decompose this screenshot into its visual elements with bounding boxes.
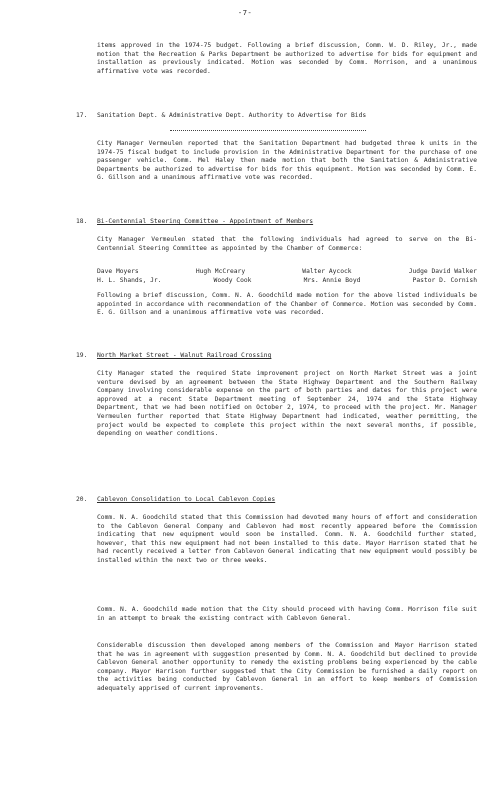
committee-member: Pastor D. Cornish <box>412 276 477 284</box>
committee-member: Dave Moyers <box>97 268 139 275</box>
committee-member: Judge David Walker <box>408 268 477 275</box>
committee-member: H. L. Shands, Jr. <box>97 276 162 284</box>
committee-member: Hugh McCreary <box>195 268 246 275</box>
item-paragraph: Comm. N. A. Goodchild stated that this Commission had devoted many hours of effort and consideration to the Cablevon General Company and Cablevon had most recently appeared before the Commission indicating that new equipment would soon be installed. Comm. N. A. Goodchild further stated, however, that this new equipment had not been installed to this date. Mayor Harrison stated that he had recently received a letter from Cablevon General indicating that new equipment would possibly be installed within the next two or three weeks. <box>97 514 477 564</box>
committee-names <box>97 268 477 285</box>
item-number: 19. <box>76 352 88 359</box>
item-paragraph: City Manager stated the required State improvement project on North Market Street was a joint venture devised by an agreement between the State Highway Department and the Southern Railway Company involving considerable expense on the part of both parties and dates for this project were approved at a recent State Department meeting of September 24, 1974 and the State Highway Department, that we had been notified on October 2, 1974, to proceed with the project. Mr. Manager Vermeulen further reported that State Highway Department had indicated, weather permitting, the project would be expected to complete this project within the next several months, if possible, depending on weather conditions. <box>97 370 477 438</box>
item-paragraph: Considerable discussion then developed among members of the Commission and Mayor Harrison stated that he was in agreement with suggestion presented by Comm. N. A. Goodchild but declined to provide Cablevon General another opportunity to remedy the existing problems being experienced by the cable company. Mayor Harrison further suggested that the City Commission be furnished a daily report on the activities being conducted by Cablevon General in an effort to keep members of Commission adequately apprised of current improvements. <box>97 642 477 692</box>
committee-member: Walter Aycock <box>302 268 352 275</box>
item-number: 18. <box>76 218 88 225</box>
item-body <box>97 236 477 253</box>
item-paragraph: City Manager Vermeulen stated that the following individuals had agreed to serve on the Bi-Centennial Steering Committee as appointed by the Chamber of Commerce: <box>97 236 477 252</box>
names-row <box>97 277 477 286</box>
item-heading: Bi-Centennial Steering Committee - Appointment of Members <box>97 218 314 225</box>
item-paragraph: City Manager Vermeulen reported that the Sanitation Department had budgeted three k units in the 1974-75 fiscal budget to include provision in the Administrative Department for the purchase of one passenger vehicle. Comm. Mel Haley then made motion that both the Sanitation & Administrative Departments be authorized to advertise for bids for this equipment. Motion was seconded by Comm. E. G. Gillson and a unanimous affirmative vote was recorded. <box>97 140 477 182</box>
committee-member: Woody Cook <box>213 276 252 284</box>
item-body <box>97 370 477 439</box>
item-heading: North Market Street - Walnut Railroad Crossing <box>97 352 272 359</box>
item-body <box>97 292 477 318</box>
item-paragraph: Following a brief discussion, Comm. N. A. Goodchild made motion for the above listed individuals be appointed in accordance with recommendation of the Chamber of Commerce. Motion was seconded by Comm. E. G. Gillson and a unanimous affirmative vote was recorded. <box>97 292 477 317</box>
committee-member: Mrs. Annie Boyd <box>303 276 361 284</box>
item-body <box>97 642 477 694</box>
item-heading: Sanitation Dept. & Administrative Dept. Authority to Advertise for Bids <box>97 112 367 119</box>
heading-rule <box>170 130 366 131</box>
item-paragraph: Comm. N. A. Goodchild made motion that the City should proceed with having Comm. Morrison file suit in an attempt to break the existing contract with Cablevon General. <box>97 606 477 622</box>
item-heading: Cablevon Consolidation to Local Cablevon Copies <box>97 496 276 503</box>
intro-paragraph: items approved in the 1974-75 budget. Following a brief discussion, Comm. W. D. Riley, Jr., made motion that the Recreation & Parks Department be authorized to advertise for bids for equipment and installation as previously indicated. Motion was seconded by Comm. Morrison, and a unanimous affirmative vote was recorded. <box>97 42 477 75</box>
intro-block <box>97 42 477 76</box>
item-body <box>97 606 477 623</box>
page-number: -7- <box>237 8 253 17</box>
item-number: 17. <box>76 112 88 119</box>
item-body <box>97 514 477 566</box>
item-number: 20. <box>76 496 88 503</box>
item-body <box>97 140 477 183</box>
names-row <box>97 268 477 277</box>
